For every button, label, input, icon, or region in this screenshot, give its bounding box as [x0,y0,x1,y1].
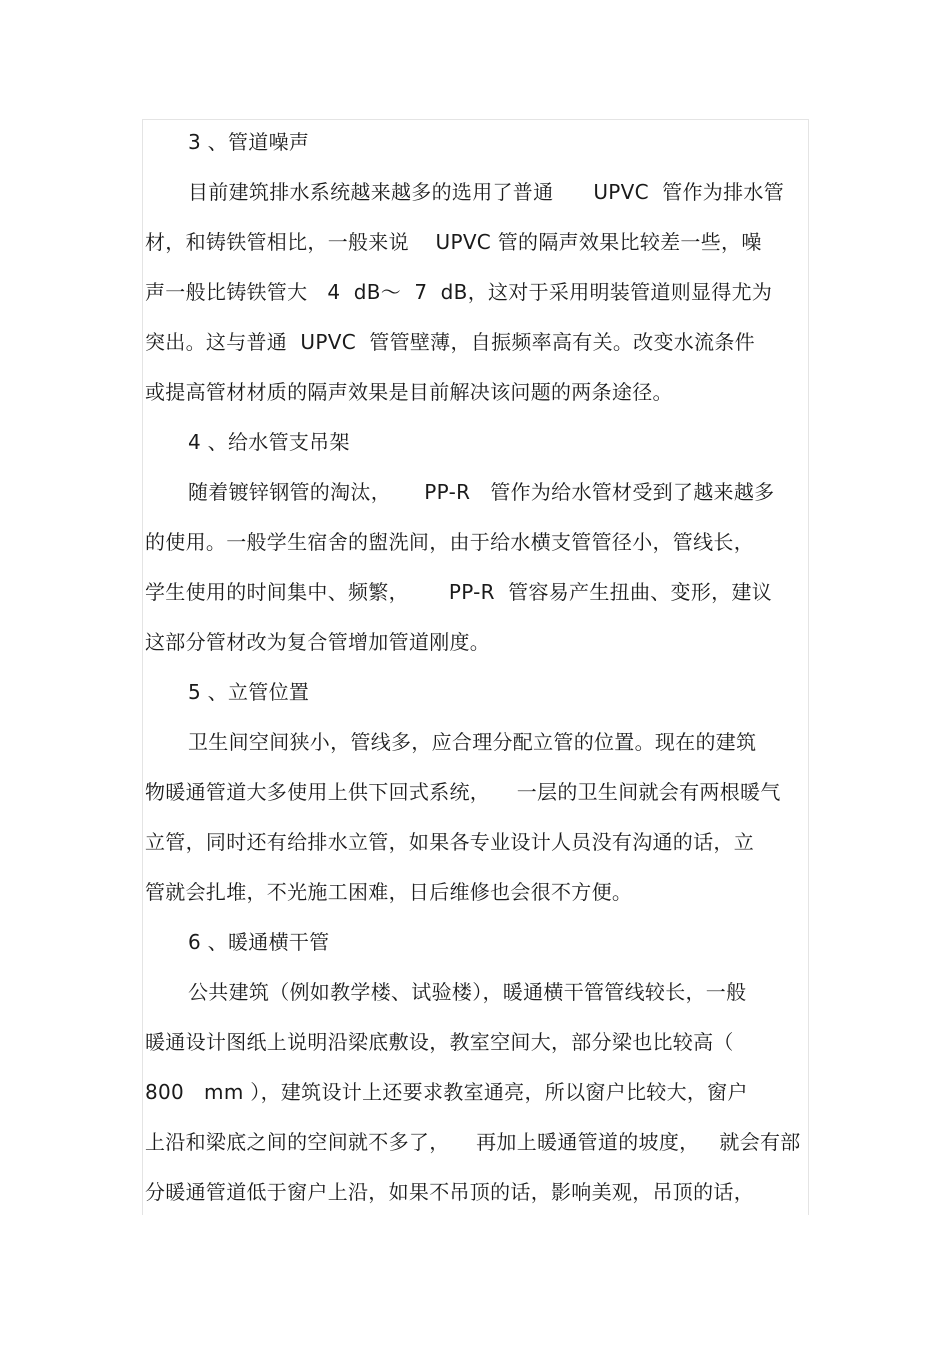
paragraph-line: 800 mm ），建筑设计上还要求教室通亮，所以窗户比较大，窗户 [145,1080,748,1104]
paragraph-line: 突出。这与普通 UPVC 管管壁薄，自振频率高有关。改变水流条件 [145,330,755,354]
heading-riser-position: 5 、立管位置 [188,680,310,704]
paragraph-line: 目前建筑排水系统越来越多的选用了普通 UPVC 管作为排水管 [188,180,785,204]
paragraph-line: 声一般比铸铁管大 4 dB～ 7 dB，这对于采用明装管道则显得尤为 [145,280,773,304]
heading-pipe-noise: 3 、管道噪声 [188,130,310,154]
paragraph-line: 公共建筑（例如教学楼、试验楼），暖通横干管管线较长，一般 [188,980,747,1004]
paragraph-line: 暖通设计图纸上说明沿梁底敷设，教室空间大，部分梁也比较高（ [145,1030,734,1054]
paragraph-line: 立管，同时还有给排水立管，如果各专业设计人员没有沟通的话，立 [145,830,754,854]
paragraph-line: 的使用。一般学生宿舍的盥洗间，由于给水横支管管径小，管线长， [145,530,754,554]
paragraph-line: 分暖通管道低于窗户上沿，如果不吊顶的话，影响美观，吊顶的话， [145,1180,754,1204]
paragraph-line: 上沿和梁底之间的空间就不多了， 再加上暖通管道的坡度， 就会有部 [145,1130,801,1154]
paragraph-line: 卫生间空间狭小，管线多，应合理分配立管的位置。现在的建筑 [188,730,757,754]
heading-hvac-main-pipe: 6 、暖通横干管 [188,930,330,954]
paragraph-line: 材，和铸铁管相比，一般来说 UPVC 管的隔声效果比较差一些，噪 [145,230,762,254]
paragraph-line: 或提高管材材质的隔声效果是目前解决该问题的两条途径。 [145,380,673,404]
paragraph-line: 学生使用的时间集中、频繁， PP-R 管容易产生扭曲、变形，建议 [145,580,773,604]
paragraph-line: 这部分管材改为复合管增加管道刚度。 [145,630,491,654]
heading-water-pipe-hangers: 4 、给水管支吊架 [188,430,350,454]
paragraph-line: 随着镀锌钢管的淘汰， PP-R 管作为给水管材受到了越来越多 [188,480,775,504]
paragraph-line: 物暖通管道大多使用上供下回式系统， 一层的卫生间就会有两根暖气 [145,780,781,804]
paragraph-line: 管就会扎堆，不光施工困难，日后维修也会很不方便。 [145,880,633,904]
